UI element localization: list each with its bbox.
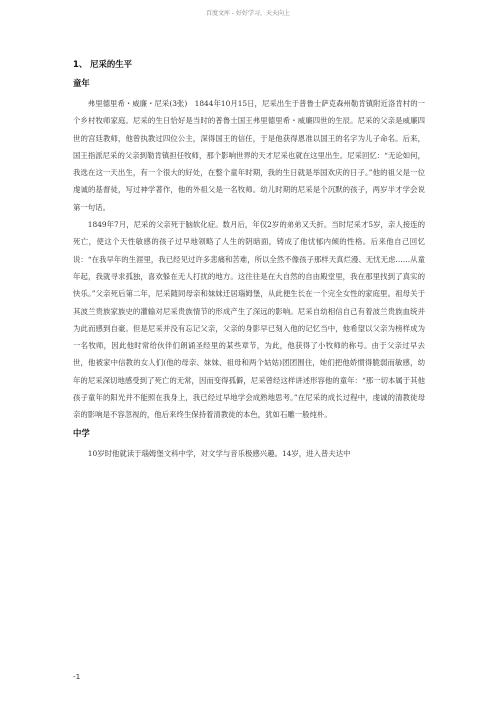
childhood-paragraph-1: 弗里德里希・威廉・尼采(3张) 1844年10月15日，尼采出生于普鲁士萨克森州勒肯镇附近洛肯村的一个乡村牧师家庭。尼采的生日恰好是当时的普鲁士国王弗里德里希・威廉四世的生辰。尼采的父亲是威廉四世的宫廷教师，他曾执教过四位公主，深得国王的信任，于是他获得恩准以国王的名字为儿子命名。后来，国王指派尼采的父亲到勒肯镇担任牧师，那个影响世界的天才尼采也就在这里出生。尼采回忆：“无论如何，我选在这一天出生，有一个很大的好处，在整个童年时期，我的生日就是举国欢庆的日子。”他的祖父是一位虔诚的基督徒，写过神学著作，他的外祖父是一名牧师。幼儿时期的尼采是个沉默的孩子，两岁半才学会说第一句话。 xyxy=(73,99,425,212)
document-body xyxy=(73,58,425,462)
middle-school-heading: 中学 xyxy=(73,427,90,438)
childhood-heading: 童年 xyxy=(73,78,90,88)
childhood-paragraph-2: 1849年7月，尼采的父亲死于脑软化症。数月后，年仅2岁的弟弟又夭折。当时尼采才5岁，亲人接连的死亡，使这个天性敏感的孩子过早地领略了人生的阴暗面，铸成了他忧郁内倾的性格。后来他自己回忆说：“在我早年的生涯里，我已经见过许多悲痛和苦难，所以全然不像孩子那样天真烂漫、无忧无虑……从童年起，我就寻求孤独，喜欢躲在无人打扰的地方。这往往是在大自然的自由殿堂里，我在那里找到了真实的快乐。”父亲死后第二年，尼采随同母亲和妹妹迁居瑙姆堡，从此便生长在一个完全女性的家庭里。祖母关于其波兰贵族家族史的灌输对尼采贵族情节的形成产生了深远的影响。尼采自幼相信自己有着波兰贵族血统并为此而感到自豪。但是尼采并没有忘记父亲，父亲的身影早已刻入他的记忆当中，他希望以父亲为榜样成为一名牧师，因此他时常给伙伴们朗诵圣经里的某些章节，为此，他获得了小牧师的称号。由于父亲过早去世，他被家中信教的女人们(他的母亲、妹妹、祖母和两个姑姑)团团围住，她们把他娇惯得脆弱而敏感，幼年的尼采深切地感受到了死亡的无常，因而变得孤僻，尼采曾经这样讲述形容他的童年：“那一切本属于其他孩子童年的阳光并不能照在我身上，我已经过早地学会成熟地思考。”在尼采的成长过程中，虔诚的清教徒母亲的影响是不容忽视的，他后来终生保持着清教徒的本色，犹如石雕一般纯朴。 xyxy=(73,220,425,420)
page-header: 百度文库 - 好好学习，天天向上 xyxy=(206,10,290,17)
page-number: -1 xyxy=(73,672,81,681)
middle-school-paragraph-1: 10岁时他就读于瑙姆堡文科中学，对文学与音乐极感兴趣。14岁，进入普夫达中 xyxy=(87,448,351,458)
section-title: 1、 尼采的生平 xyxy=(73,59,132,69)
